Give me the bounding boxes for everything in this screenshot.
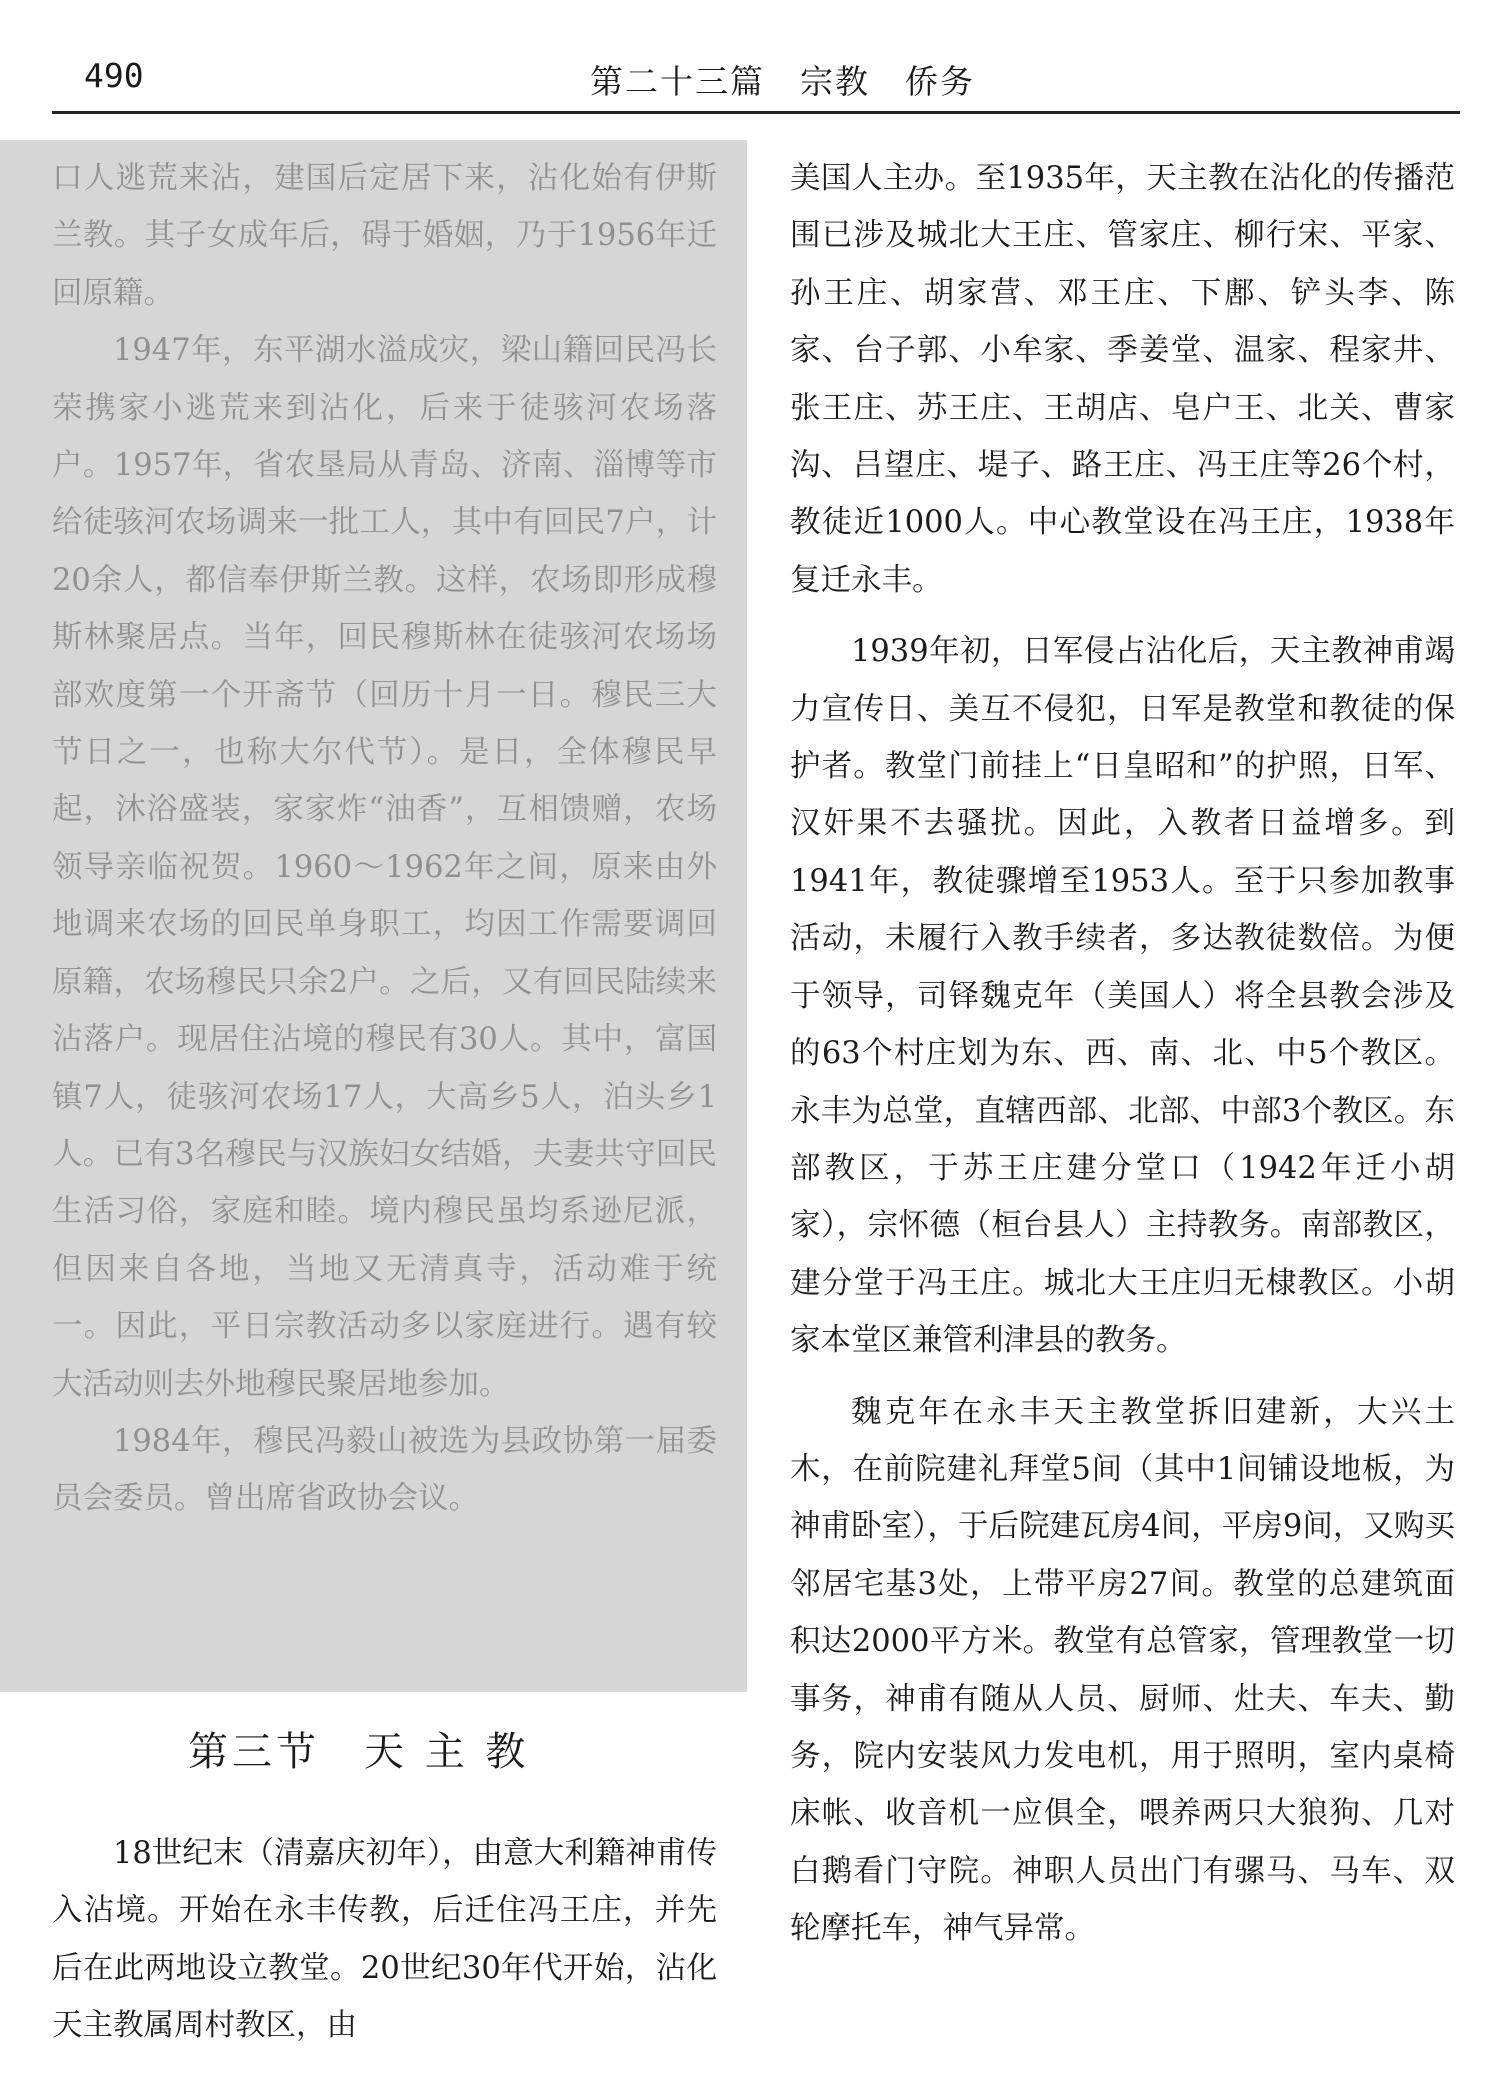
section-heading: 第三节 天 主 教 (188, 1729, 530, 1775)
paragraph: 1947年，东平湖水溢成灾，梁山籍回民冯长荣携家小逃荒来到沾化，后来于徒骇河农场落户。1957年，省农垦局从青岛、济南、淄博等市给徒骇河农场调来一批工人，其中有回民7户，计20余人，都信奉伊斯兰教。这样，农场即形成穆斯林聚居点。当年，回民穆斯林在徒骇河农场场部欢度第一个开斋节（回历十月一日。穆民三大节日之一，也称大尔代节）。是日，全体穆民早起，沐浴盛装，家家炸“油香”，互相馈赠，农场领导亲临祝贺。1960～1962年之间，原来由外地调来农场的回民单身职工，均因工作需要调回原籍，农场穆民只余2户。之后，又有回民陆续来沾落户。现居住沾境的穆民有30人。其中，富国镇7人，徒骇河农场17人，大高乡5人，泊头乡1人。已有3名穆民与汉族妇女结婚，夫妻共守回民生活习俗，家庭和睦。境内穆民虽均系逊尼派，但因来自各地，当地又无清真寺，活动难于统一。因此，平日宗教活动多以家庭进行。遇有较大活动则去外地穆民聚居地参加。 (52, 333, 717, 1402)
paragraph: 美国人主办。至1935年，天主教在沾化的传播范围已涉及城北大王庄、管家庄、柳行宋、平家、孙王庄、胡家营、邓王庄、下鄌、铲头李、陈家、台子郭、小牟家、季姜堂、温家、程家井、张王庄、苏王庄、王胡店、皂户王、北关、曹家沟、吕望庄、堤子、路王庄、冯王庄等26个村，教徒近1000人。中心教堂设在冯王庄，1938年复迁永丰。 (790, 161, 1455, 598)
paragraph: 1939年初，日军侵占沾化后，天主教神甫竭力宣传日、美互不侵犯，日军是教堂和教徒的保护者。教堂门前挂上“日皇昭和”的护照，日军、汉奸果不去骚扰。因此，入教者日益增多。到1941年，教徒骤增至1953人。至于只参加教事活动，未履行入教手续者，多达教徒数倍。为便于领导，司铎魏克年（美国人）将全县教会涉及的63个村庄划为东、西、南、北、中5个教区。永丰为总堂，直辖西部、北部、中部3个教区。东部教区，于苏王庄建分堂口（1942年迁小胡家），宗怀德（桓台县人）主持教务。南部教区，建分堂于冯王庄。城北大王庄归无棣教区。小胡家本堂区兼管利津县的教务。 (790, 634, 1455, 1359)
paragraph: 18世纪末（清嘉庆初年），由意大利籍神甫传入沾境。开始在永丰传教，后迁住冯王庄，并先后在此两地设立教堂。20世纪30年代开始，沾化天主教属周村教区，由 (52, 1836, 717, 2044)
shaded-text-block (52, 150, 717, 1528)
left-column-body (52, 1825, 717, 2055)
running-head: 第二十三篇 宗教 侨务 (590, 62, 975, 101)
right-column-body (790, 150, 1455, 1958)
paragraph: 口人逃荒来沾，建国后定居下来，沾化始有伊斯兰教。其子女成年后，碍于婚姻，乃于1956年迁回原籍。 (52, 161, 717, 311)
paragraph: 1984年，穆民冯毅山被选为县政协第一届委员会委员。曾出席省政协会议。 (52, 1423, 717, 1517)
page-number: 490 (84, 56, 144, 95)
header-rule (52, 111, 1460, 114)
paragraph: 魏克年在永丰天主教堂拆旧建新，大兴土木，在前院建礼拜堂5间（其中1间铺设地板，为神甫卧室），于后院建瓦房4间，平房9间，又购买邻居宅基3处，上带平房27间。教堂的总建筑面积达2000平方米。教堂有总管家，管理教堂一切事务，神甫有随从人员、厨师、灶夫、车夫、勤务，院内安装风力发电机，用于照明，室内桌椅床帐、收音机一应俱全，喂养两只大狼狗、几对白鹅看门守院。神职人员出门有骡马、马车、双轮摩托车，神气异常。 (790, 1394, 1455, 1947)
